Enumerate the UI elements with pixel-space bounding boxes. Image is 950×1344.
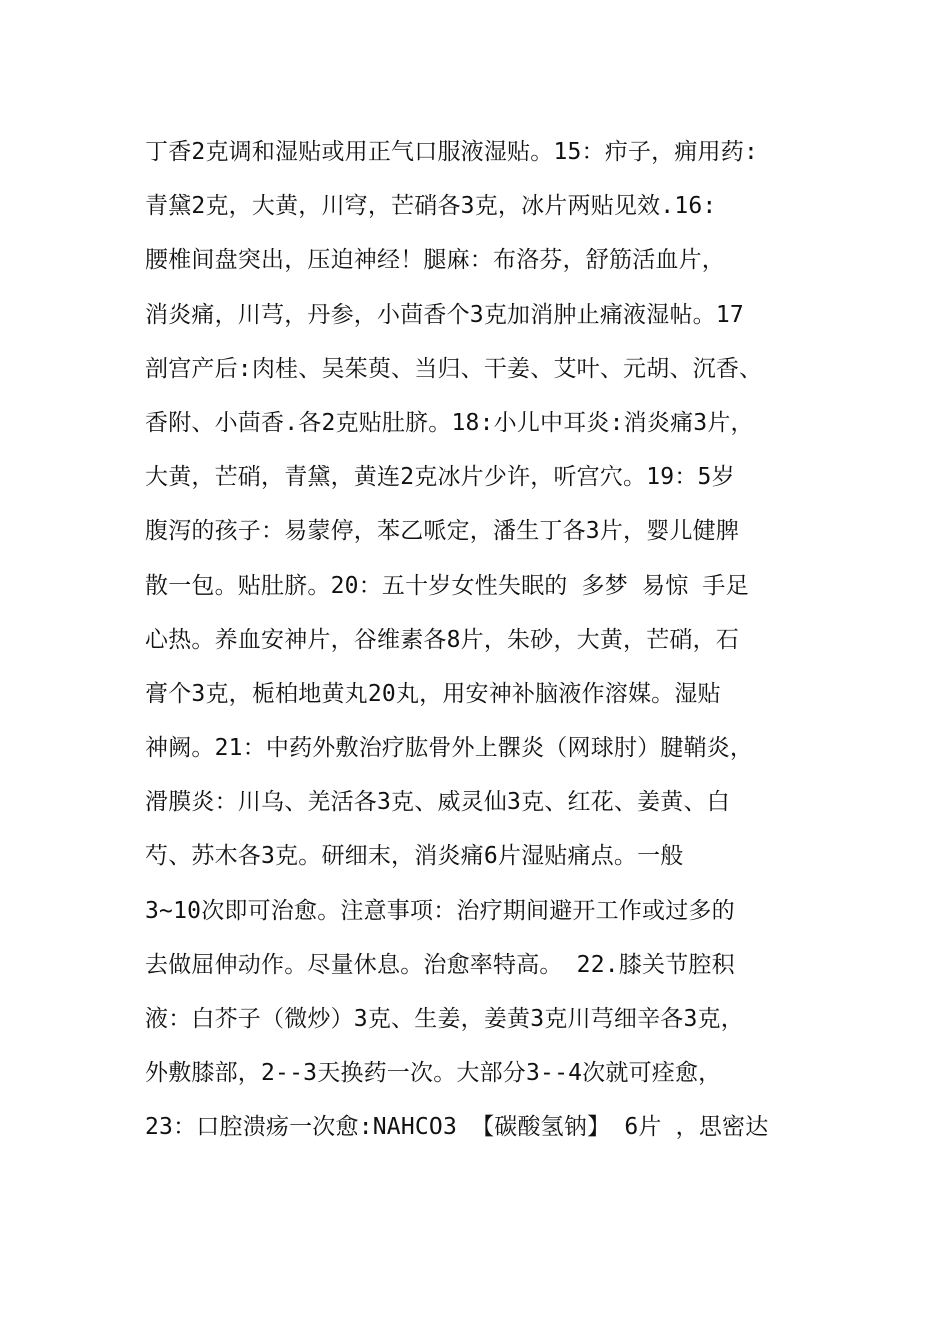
text-line: 3~10次即可治愈。注意事项：治疗期间避开工作或过多的: [145, 897, 735, 924]
text-line: 散一包。贴肚脐。20：五十岁女性失眠的 多梦 易惊 手足: [145, 572, 749, 599]
text-line: 青黛2克，大黄，川穹，芒硝各3克，冰片两贴见效.16:: [145, 193, 717, 220]
text-line: 消炎痛，川芎，丹参，小茴香个3克加消肿止痛液湿帖。17: [145, 301, 744, 328]
text-line: 剖宫产后:肉桂、吴茱萸、当归、干姜、艾叶、元胡、沉香、: [145, 355, 763, 382]
text-line: 23：口腔溃疡一次愈:NAHCO3 【碳酸氢钠】 6片 ，思密达: [145, 1114, 769, 1141]
text-line: 心热。养血安神片，谷维素各8片，朱砂，大黄，芒硝，石: [145, 626, 740, 653]
text-line: 丁香2克调和湿贴或用正气口服液湿贴。15：疖子，痈用药:: [145, 139, 758, 165]
text-line: 腹泻的孩子：易蒙停，苯乙哌定，潘生丁各3片，婴儿健脾: [145, 518, 740, 545]
text-line: 外敷膝部，2--3天换药一次。大部分3--4次就可痊愈，: [145, 1060, 722, 1087]
text-line: 去做屈伸动作。尽量休息。治愈率特高。 22.膝关节腔积: [145, 951, 735, 978]
text-line: 腰椎间盘突出，压迫神经！腿麻：布洛芬，舒筋活血片，: [145, 247, 725, 274]
text-line: 香附、小茴香.各2克贴肚脐。18:小儿中耳炎:消炎痛3片，: [145, 409, 754, 436]
text-line: 滑膜炎：川乌、羌活各3克、威灵仙3克、红花、姜黄、白: [145, 789, 730, 816]
text-line: 神阙。21：中药外敷治疗肱骨外上髁炎（网球肘）腱鞘炎，: [145, 735, 754, 762]
text-line: 芍、苏木各3克。研细末，消炎痛6片湿贴痛点。一般: [145, 843, 684, 870]
body-text: [145, 125, 835, 1155]
text-line: 膏个3克，栀柏地黄丸20丸，用安神补脑液作溶媒。湿贴: [145, 680, 721, 707]
text-line: 液：白芥子（微炒）3克、生姜，姜黄3克川芎细辛各3克，: [145, 1006, 744, 1032]
text-line: 大黄，芒硝，青黛，黄连2克冰片少许，听宫穴。19：5岁: [145, 464, 735, 491]
